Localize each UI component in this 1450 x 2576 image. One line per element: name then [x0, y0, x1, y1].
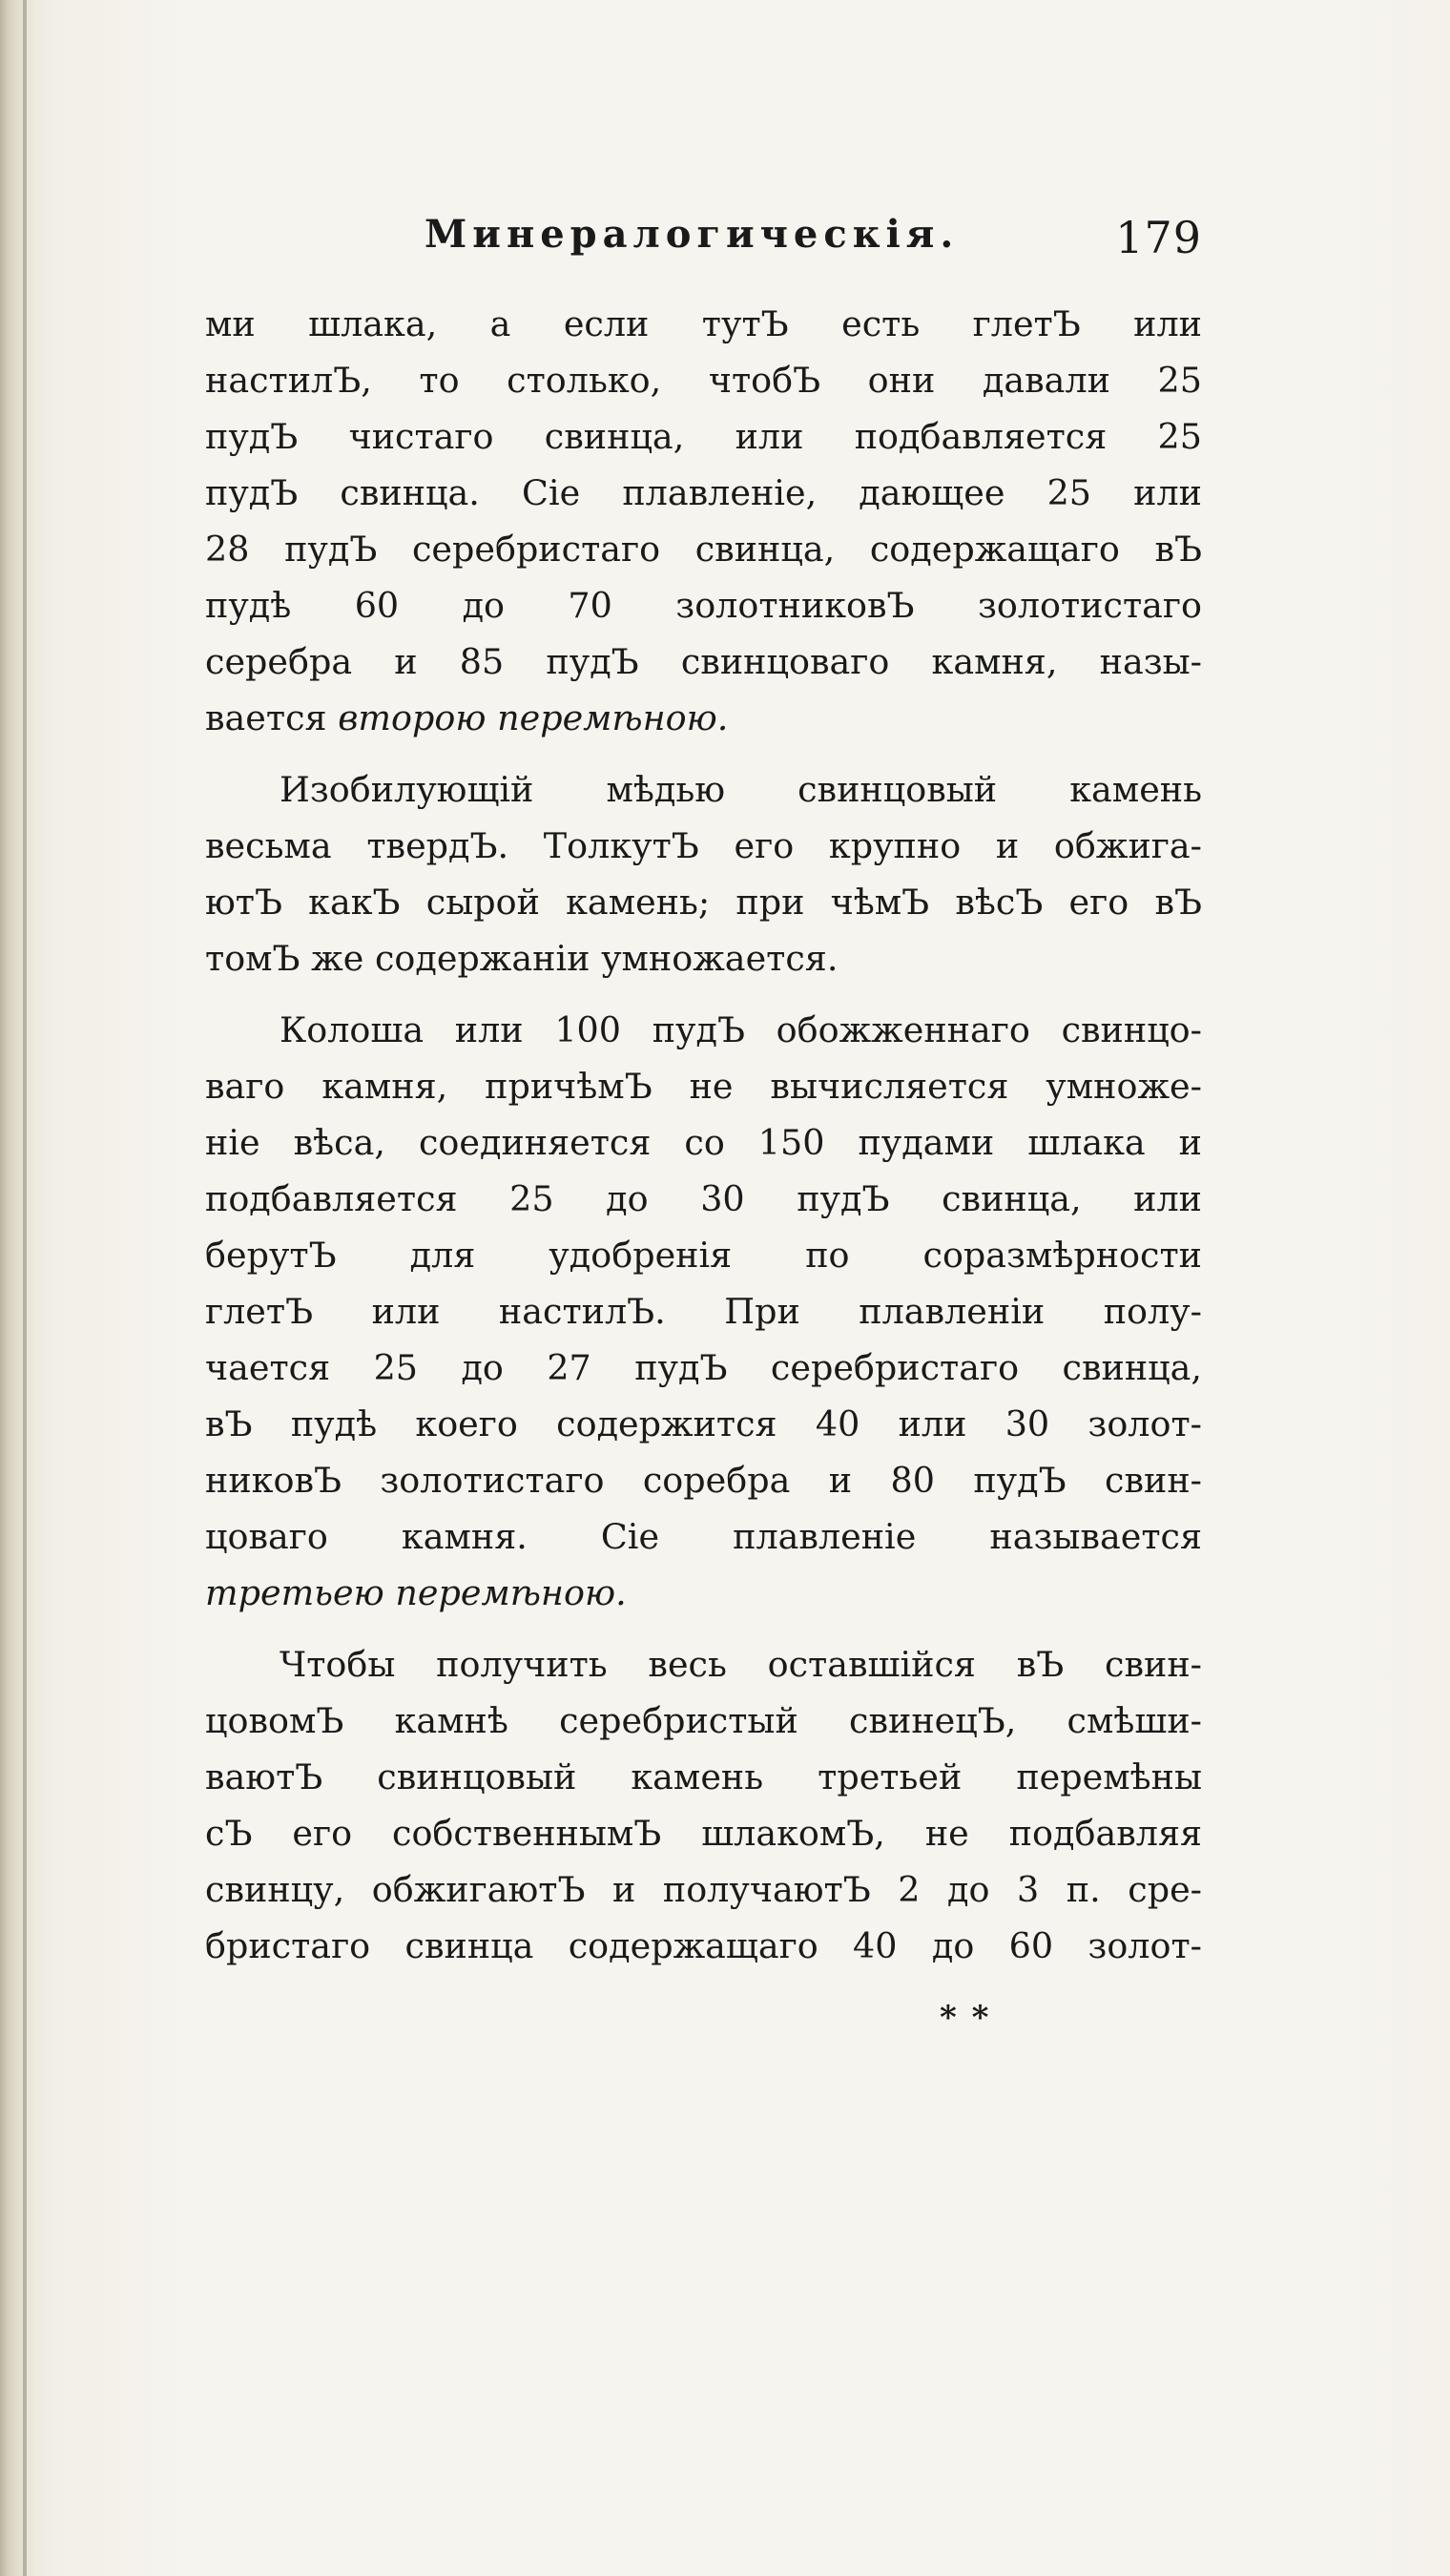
text-line: никовЪ золотистаго соребра и 80 пудЪ свин- [205, 1460, 1202, 1501]
text-line: ваютЪ свинцовый камень третьей перемѣны [205, 1756, 1202, 1797]
text-line: пудѣ 60 до 70 золотниковЪ золотистаго [205, 585, 1202, 626]
text-line: ютЪ какЪ сырой камень; при чѣмЪ вѣсЪ его вЪ [205, 882, 1202, 923]
text-line [205, 690, 1202, 746]
text-line: цовомЪ камнѣ серебристый свинецЪ, смѣши- [205, 1700, 1202, 1741]
running-head: Минералогическія. [425, 212, 960, 257]
page-binding-edge [0, 0, 38, 2576]
text-line: цоваго камня. Сіе плавленіе называется [205, 1516, 1202, 1557]
paragraph-gap [205, 746, 1202, 761]
text-line: томЪ же содержаніи умножается. [205, 938, 839, 979]
text-line: вЪ пудѣ коего содержится 40 или 30 золот- [205, 1403, 1202, 1444]
body-text [205, 296, 1202, 1974]
text-line: пудЪ свинца. Сіе плавленіе, дающее 25 или [205, 472, 1202, 513]
text-line: настилЪ, то столько, чтобЪ они давали 25 [205, 360, 1202, 401]
text-line: ніе вѣса, соединяется со 150 пудами шлака и [205, 1122, 1202, 1163]
text-line: серебра и 85 пудЪ свинцоваго камня, назы- [205, 641, 1202, 682]
text-line: чается 25 до 27 пудЪ серебристаго свинца, [205, 1347, 1202, 1388]
text-line: 28 пудЪ серебристаго свинца, содержащаго вЪ [205, 529, 1202, 570]
page-header [205, 212, 1202, 269]
term-tretyeyu-peremenoyu: третьею перемѣною. [205, 1572, 627, 1613]
text-line: сЪ его собственнымЪ шлакомЪ, не подбавляя [205, 1813, 1202, 1854]
text-line: пудЪ чистаго свинца, или подбавляется 25 [205, 416, 1202, 457]
text-line: Чтобы получить весь оставшійся вЪ свин- [280, 1644, 1202, 1685]
text-line: глетЪ или настилЪ. При плавленіи полу- [205, 1291, 1202, 1332]
text-line: Изобилующій мѣдью свинцовый камень [280, 769, 1202, 810]
paragraph-gap [205, 1621, 1202, 1636]
text-line: свинцу, обжигаютЪ и получаютЪ 2 до 3 п. сре- [205, 1869, 1202, 1910]
text-line: весьма твердЪ. ТолкутЪ его крупно и обжига- [205, 825, 1202, 866]
signature-mark: * * [940, 1999, 991, 2037]
text-line: берутЪ для удобренія по соразмѣрности [205, 1235, 1202, 1276]
text-line: подбавляется 25 до 30 пудЪ свинца, или [205, 1178, 1202, 1219]
text-line: ми шлака, а если тутЪ есть глетЪ или [205, 303, 1202, 344]
term-vtoroyu-peremenoyu: второю перемѣною. [338, 697, 729, 738]
text-line: Колоша или 100 пудЪ обожженнаго свинцо- [280, 1009, 1202, 1050]
binding-shadow-line [23, 0, 27, 2576]
text-line-normal: вается [205, 697, 327, 738]
paragraph-gap [205, 987, 1202, 1002]
text-line: бристаго свинца содержащаго 40 до 60 золот- [205, 1925, 1202, 1966]
text-line: ваго камня, причѣмЪ не вычисляется умноже- [205, 1066, 1202, 1107]
page-number: 179 [1115, 212, 1202, 263]
